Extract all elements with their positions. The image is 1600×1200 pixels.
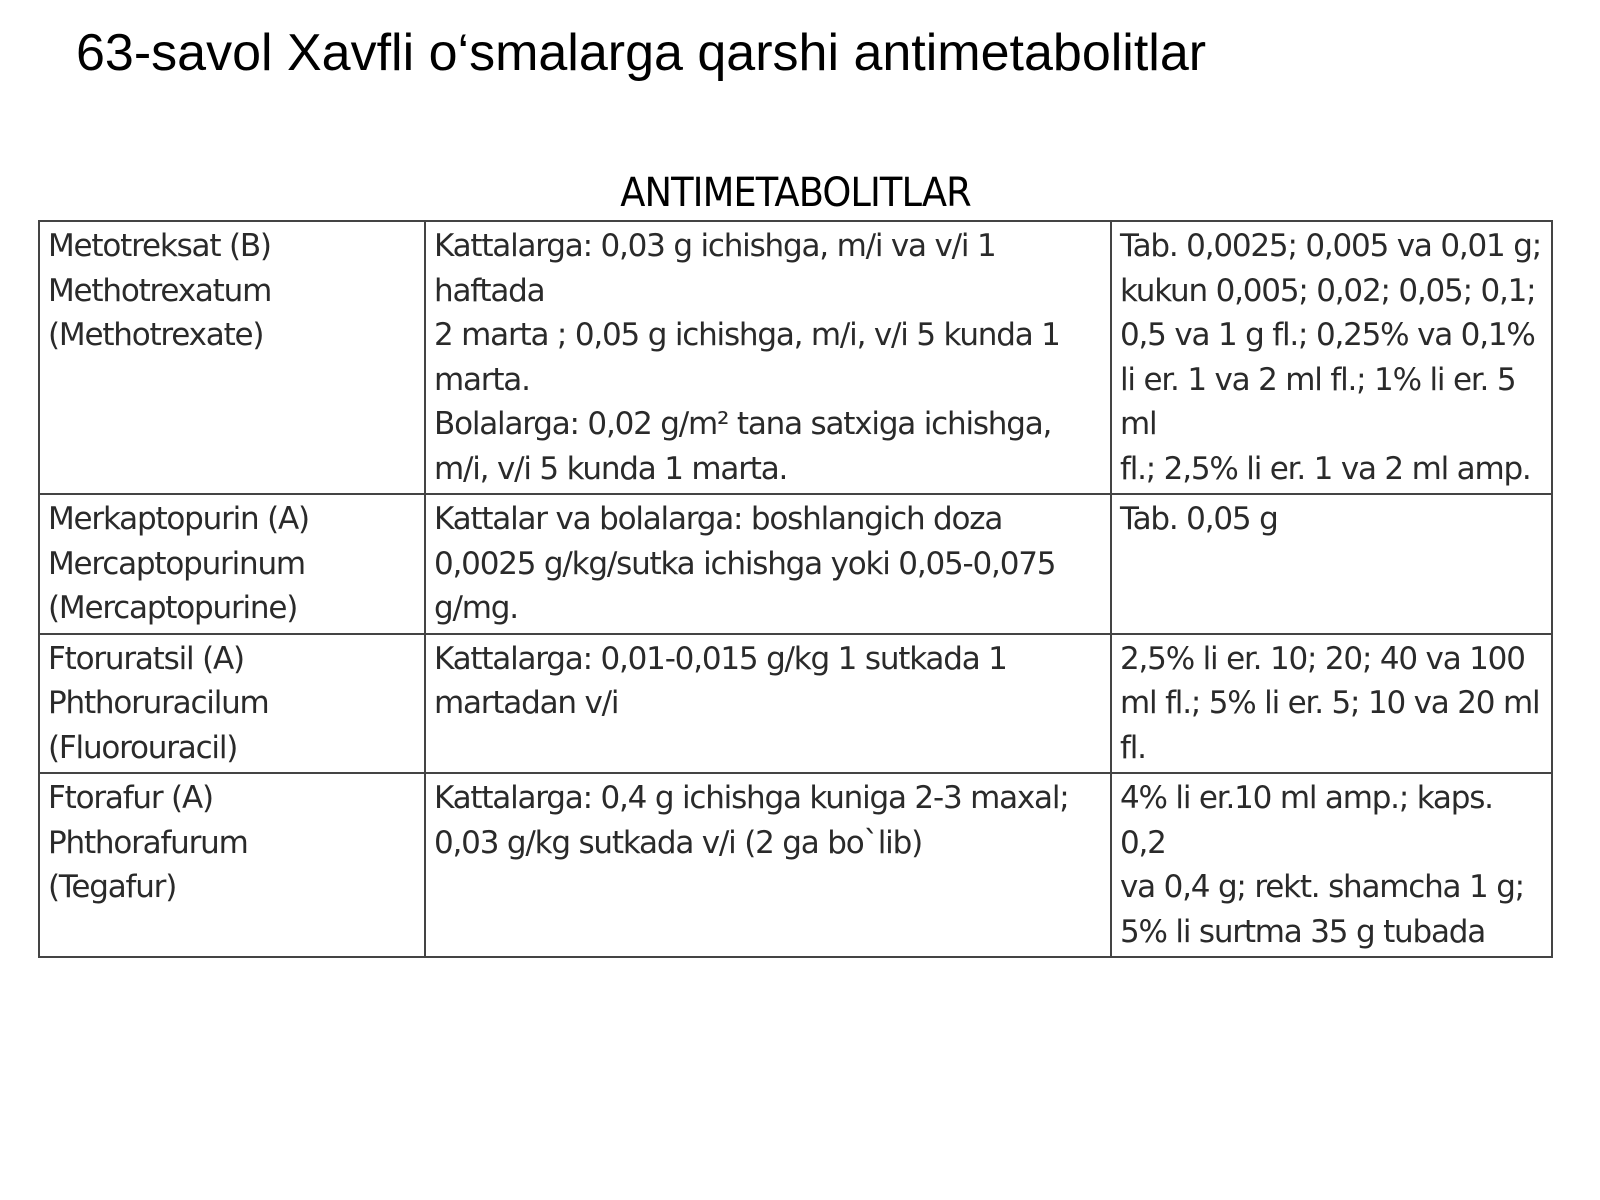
release-forms-text: 4% li er.10 ml amp.; kaps. 0,2 va 0,4 g; rekt. shamcha 1 g; 5% li surtma 35 g tubada: [1120, 780, 1524, 950]
table-row: [39, 494, 1552, 634]
drug-name-cell: [39, 494, 425, 634]
drug-name: Ftoruratsil (A) Phthoruracilum (Fluorouracil): [48, 640, 269, 766]
forms-cell: [1111, 634, 1552, 774]
drug-name: Ftorafur (A) Phthorafurum (Tegafur): [48, 780, 248, 905]
release-forms-text: 2,5% li er. 10; 20; 40 va 100 ml fl.; 5% li er. 5; 10 va 20 ml fl.: [1120, 640, 1540, 766]
drug-name-cell: [39, 221, 425, 494]
drug-name-cell: [39, 773, 425, 957]
forms-cell: [1111, 221, 1552, 494]
release-forms-text: Tab. 0,05 g: [1120, 501, 1278, 537]
dosage-text: Kattalarga: 0,01-0,015 g/kg 1 sutkada 1 martadan v/i: [434, 640, 1007, 721]
dosage-cell: [425, 221, 1111, 494]
dosage-text: Kattalar va bolalarga: boshlangich doza 0,0025 g/kg/sutka ichishga yoki 0,05-0,075 g/mg.: [434, 501, 1056, 626]
forms-cell: [1111, 773, 1552, 957]
table-row: [39, 634, 1552, 774]
dosage-text: Kattalarga: 0,4 g ichishga kuniga 2-3 maxal; 0,03 g/kg sutkada v/i (2 ga bo`lib): [434, 780, 1069, 861]
drug-name: Merkaptopurin (A) Mercaptopurinum (Mercaptopurine): [48, 501, 309, 626]
table-caption: ANTIMETABOLITLAR: [620, 170, 971, 216]
dosage-cell: [425, 773, 1111, 957]
slide-title: 63-savol Xavfli o‘smalarga qarshi antimetabolitlar: [76, 24, 1207, 82]
forms-cell: [1111, 494, 1552, 634]
release-forms-text: Tab. 0,0025; 0,005 va 0,01 g; kukun 0,005; 0,02; 0,05; 0,1; 0,5 va 1 g fl.; 0,25% va 0,1% li er. 1 va 2 ml fl.; 1% li er. 5 ml fl.; 2,5% li er. 1 va 2 ml amp.: [1120, 228, 1541, 487]
dosage-cell: [425, 634, 1111, 774]
drug-name: Metotreksat (B) Methotrexatum (Methotrexate): [48, 228, 272, 353]
table-row: [39, 221, 1552, 494]
drug-name-cell: [39, 634, 425, 774]
table-row: [39, 773, 1552, 957]
dosage-text: Kattalarga: 0,03 g ichishga, m/i va v/i 1 haftada 2 marta ; 0,05 g ichishga, m/i, v/i 5 kunda 1 marta. Bolalarga: 0,02 g/m² tana satxiga ichishga, m/i, v/i 5 kunda 1 marta.: [434, 228, 1060, 487]
dosage-cell: [425, 494, 1111, 634]
antimetabolites-table: [38, 220, 1553, 958]
